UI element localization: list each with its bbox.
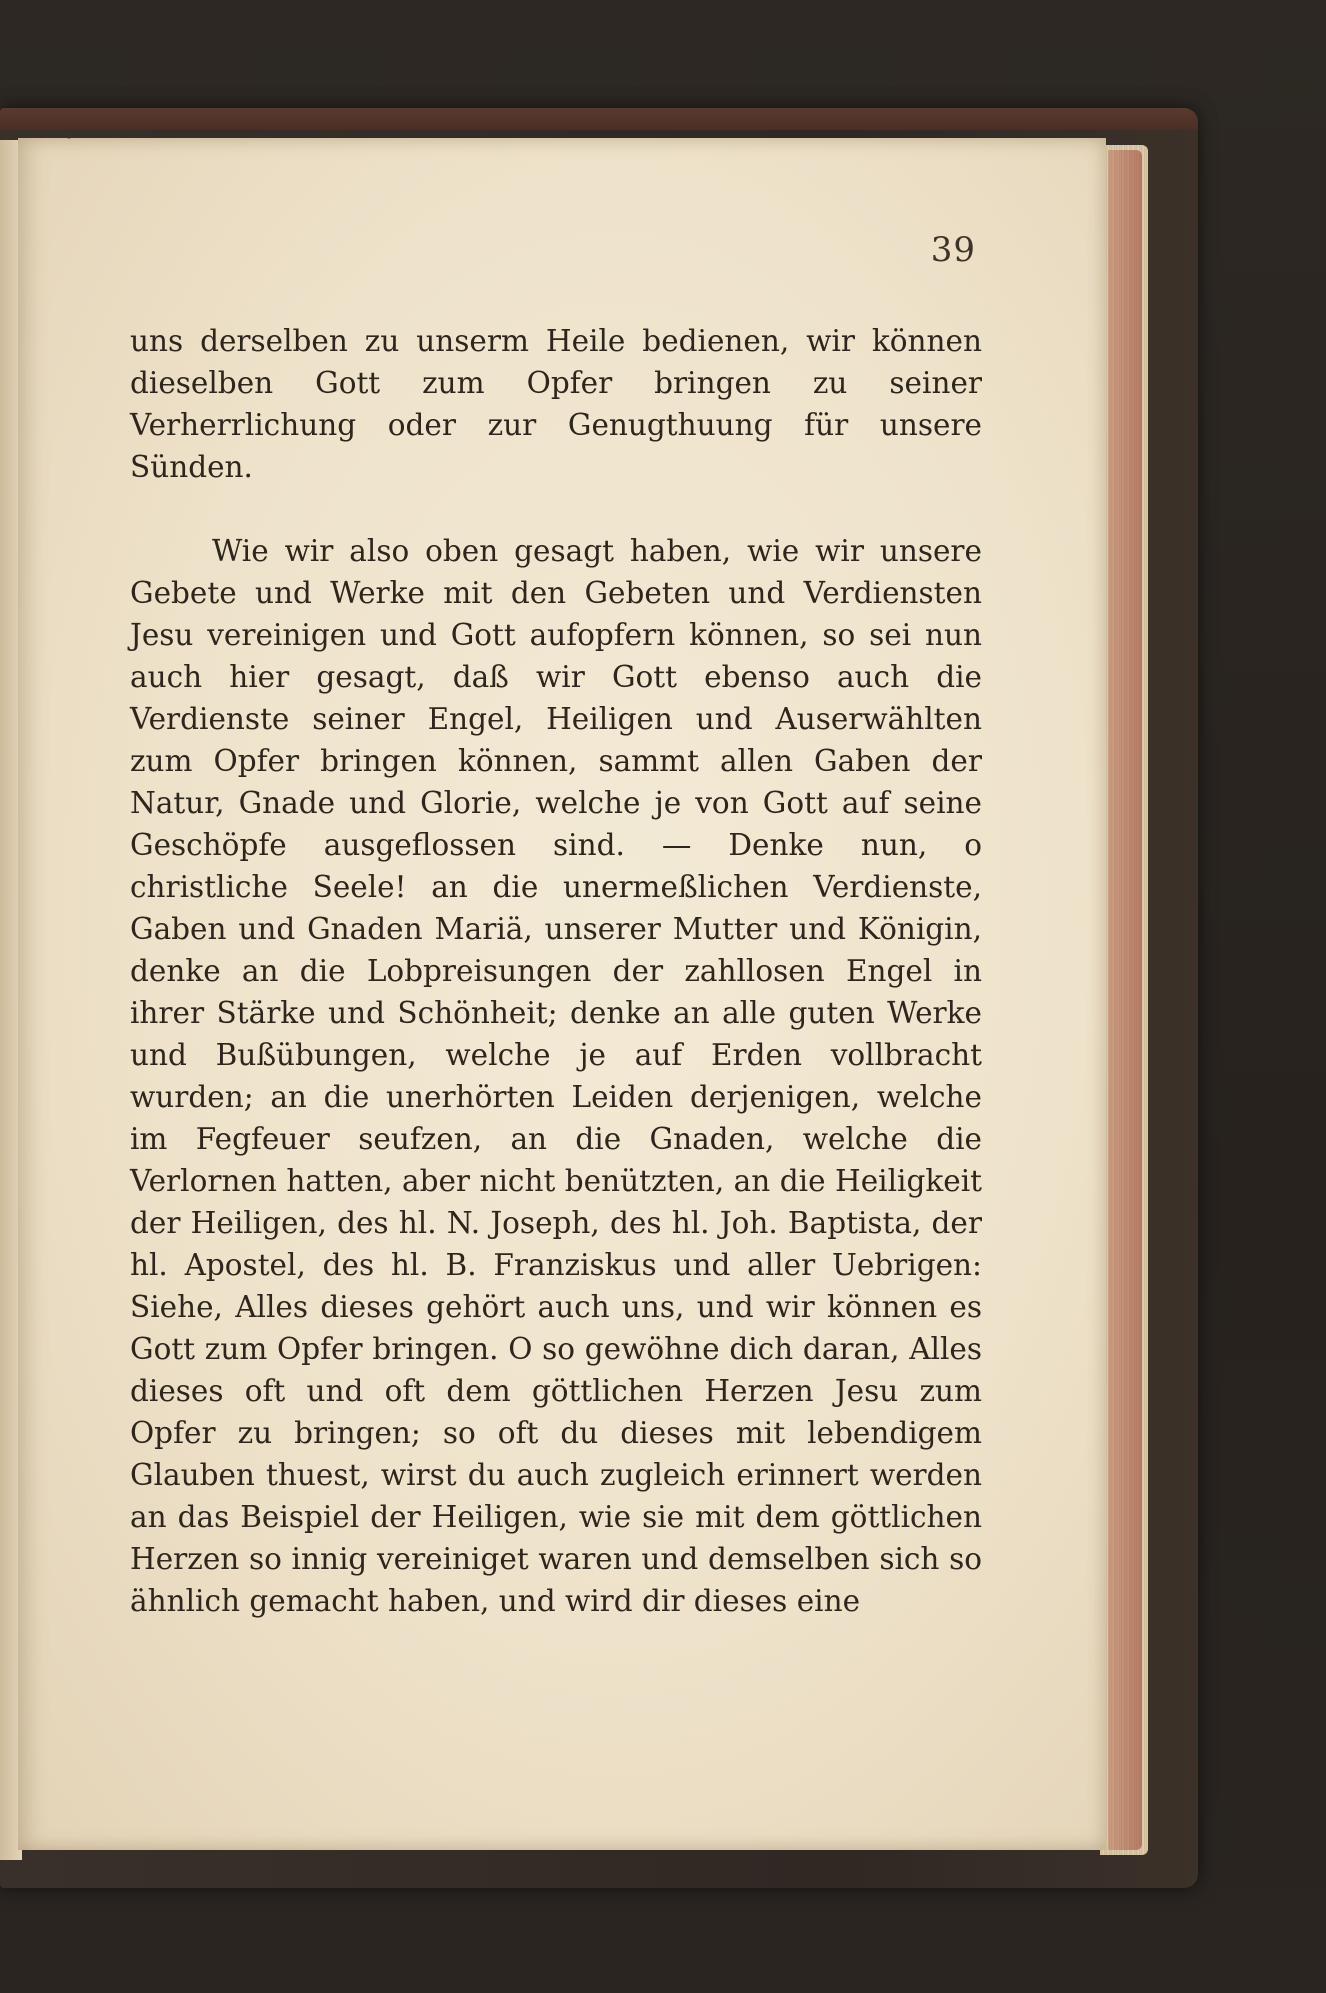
book-page xyxy=(18,122,1106,1850)
paragraph-2: Wie wir also oben gesagt haben, wie wir unsere Gebete und Werke mit den Gebeten und Verdiensten Jesu vereinigen und Gott aufopfern können, so sei nun auch hier gesagt, daß wir Gott ebenso auch die Verdienste seiner Engel, Heiligen und Auserwählten zum Opfer bringen können, sammt allen Gaben der Natur, Gnade und Glorie, welche je von Gott auf seine Geschöpfe ausgeflossen sind. — Denke nun, o christliche Seele! an die unermeßlichen Verdienste, Gaben und Gnaden Mariä, unserer Mutter und Königin, denke an die Lobpreisungen der zahllosen Engel in ihrer Stärke und Schönheit; denke an alle guten Werke und Bußübungen, welche je auf Erden vollbracht wurden; an die unerhörten Leiden derjenigen, welche im Fegfeuer seufzen, an die Gnaden, welche die Verlornen hatten, aber nicht benützten, an die Heiligkeit der Heiligen, des hl. N. Joseph, des hl. Joh. Baptista, der hl. Apostel, des hl. B. Franziskus und aller Uebrigen: Siehe, Alles dieses gehört auch uns, und wir können es Gott zum Opfer bringen. O so gewöhne dich daran, Alles dieses oft und oft dem göttlichen Herzen Jesu zum Opfer zu bringen; so oft du dieses mit lebendigem Glauben thuest, wirst du auch zugleich erinnert werden an das Beispiel der Heiligen, wie sie mit dem göttlichen Herzen so innig vereiniget waren und demselben sich so ähnlich gemacht haben, und wird dir dieses eine xyxy=(130,534,982,1618)
page-edges-red-tint xyxy=(1108,150,1142,1850)
ink-mark: • xyxy=(62,122,77,150)
book-cover-edge xyxy=(0,108,1198,130)
page-number: 39 xyxy=(930,230,976,270)
page-text xyxy=(130,320,982,1622)
paragraph-1: uns derselben zu unserm Heile bedienen, wir können dieselben Gott zum Opfer bringen zu seiner Verherrlichung oder zur Genugthuung für unsere Sünden. xyxy=(130,324,982,484)
